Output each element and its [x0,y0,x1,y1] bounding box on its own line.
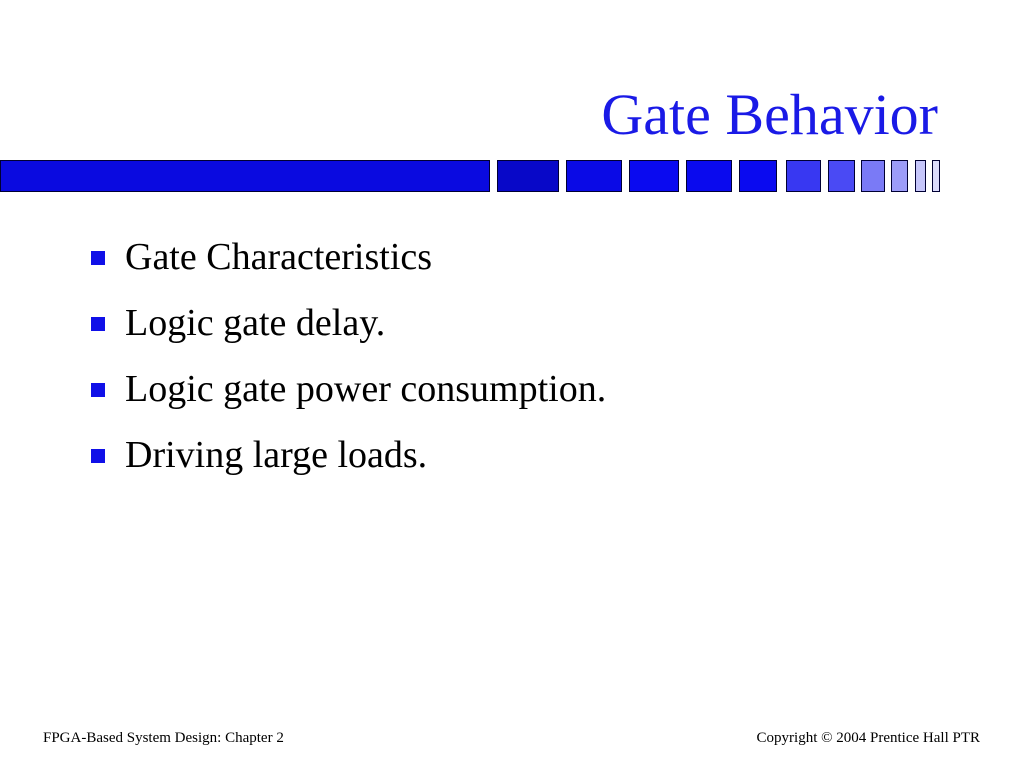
bullet-text: Logic gate delay. [125,302,386,344]
square-bullet-icon [91,449,105,463]
bar-block [786,160,821,192]
bar-block [566,160,622,192]
bar-block [915,160,926,192]
bullet-item [90,364,606,430]
bullet-item [90,232,606,298]
bar-block [497,160,559,192]
bar-block [828,160,855,192]
bar-block [932,160,940,192]
bullet-item [90,298,606,364]
bullet-list [90,232,606,496]
square-bullet-icon [91,317,105,331]
footer-copyright: Copyright © 2004 Prentice Hall PTR [756,730,980,746]
bullet-text: Driving large loads. [125,434,428,476]
bar-block [0,160,490,192]
bullet-text: Gate Characteristics [125,236,433,278]
bar-block [686,160,732,192]
bar-block [861,160,885,192]
decorative-block-bar [0,160,1024,194]
bar-block [739,160,777,192]
square-bullet-icon [91,383,105,397]
bullet-text: Logic gate power consumption. [125,368,607,410]
bar-block [629,160,679,192]
square-bullet-icon [91,251,105,265]
slide-title: Gate Behavior [601,82,938,147]
footer-chapter: FPGA-Based System Design: Chapter 2 [43,730,284,746]
bar-block [891,160,908,192]
bullet-item [90,430,606,496]
